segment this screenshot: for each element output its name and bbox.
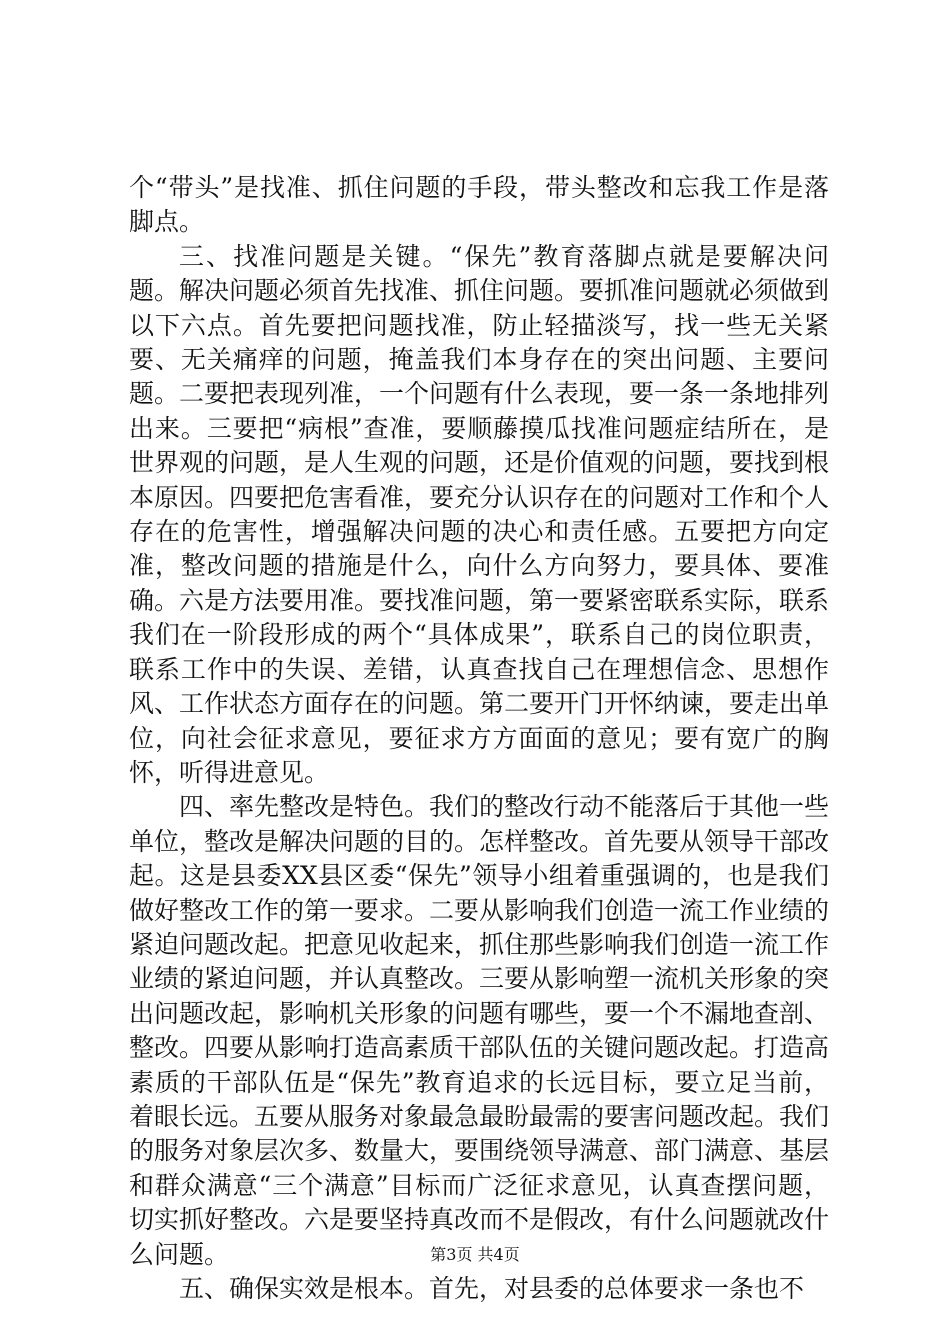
paragraph-section-four: 四、率先整改是特色。我们的整改行动不能落后于其他一些单位，整改是解决问题的目的。怎样整改。首先要从领导干部改起。这是县委XX县区委“保先”领导小组着重强调的，也是我们做好整改工作的第一要求。二要从影响我们创造一流工作业绩的紧迫问题改起。把意见收起来，抓住那些影响我们创造一流工作业绩的紧迫问题，并认真整改。三要从影响塑一流机关形象的突出问题改起，影响机关形象的问题有哪些，要一个不漏地查剖、整改。四要从影响打造高素质干部队伍的关键问题改起。打造高素质的干部队伍是“保先”教育追求的长远目标，要立足当前，着眼长远。五要从服务对象最急最盼最需的要害问题改起。我们的服务对象层次多、数量大，要围绕领导满意、部门满意、基层和群众满意“三个满意”目标而广泛征求意见，认真查摆问题，切实抓好整改。六是要坚持真改而不是假改，有什么问题就改什么问题。 — [129, 792, 830, 1269]
paragraph-continuation: 个“带头”是找准、抓住问题的手段，带头整改和忘我工作是落脚点。 — [129, 173, 829, 237]
page-number-footer: 第3页 共4页 — [430, 1245, 520, 1264]
paragraph-section-five: 五、确保实效是根本。首先，对县委的总体要求一条也不 — [179, 1274, 805, 1303]
document-body — [129, 171, 829, 1306]
paragraph-section-three: 三、找准问题是关键。“保先”教育落脚点就是要解决问题。解决问题必须首先找准、抓住问题。要抓准问题就必须做到以下六点。首先要把问题找准，防止轻描淡写，找一些无关紧要、无关痛痒的问题，掩盖我们本身存在的突出问题、主要问题。二要把表现列准，一个问题有什么表现，要一条一条地排列出来。三要把“病根”查准，要顺藤摸瓜找准问题症结所在，是世界观的问题，是人生观的问题，还是价值观的问题，要找到根本原因。四要把危害看准，要充分认识存在的问题对工作和个人存在的危害性，增强解决问题的决心和责任感。五要把方向定准，整改问题的措施是什么，向什么方向努力，要具体、要准确。六是方法要用准。要找准问题，第一要紧密联系实际，联系我们在一阶段形成的两个“具体成果”，联系自己的岗位职责，联系工作中的失误、差错，认真查找自己在理想信念、思想作风、工作状态方面存在的问题。第二要开门开怀纳谏，要走出单位，向社会征求意见，要征求方方面面的意见；要有宽广的胸怀，听得进意见。 — [129, 241, 830, 787]
